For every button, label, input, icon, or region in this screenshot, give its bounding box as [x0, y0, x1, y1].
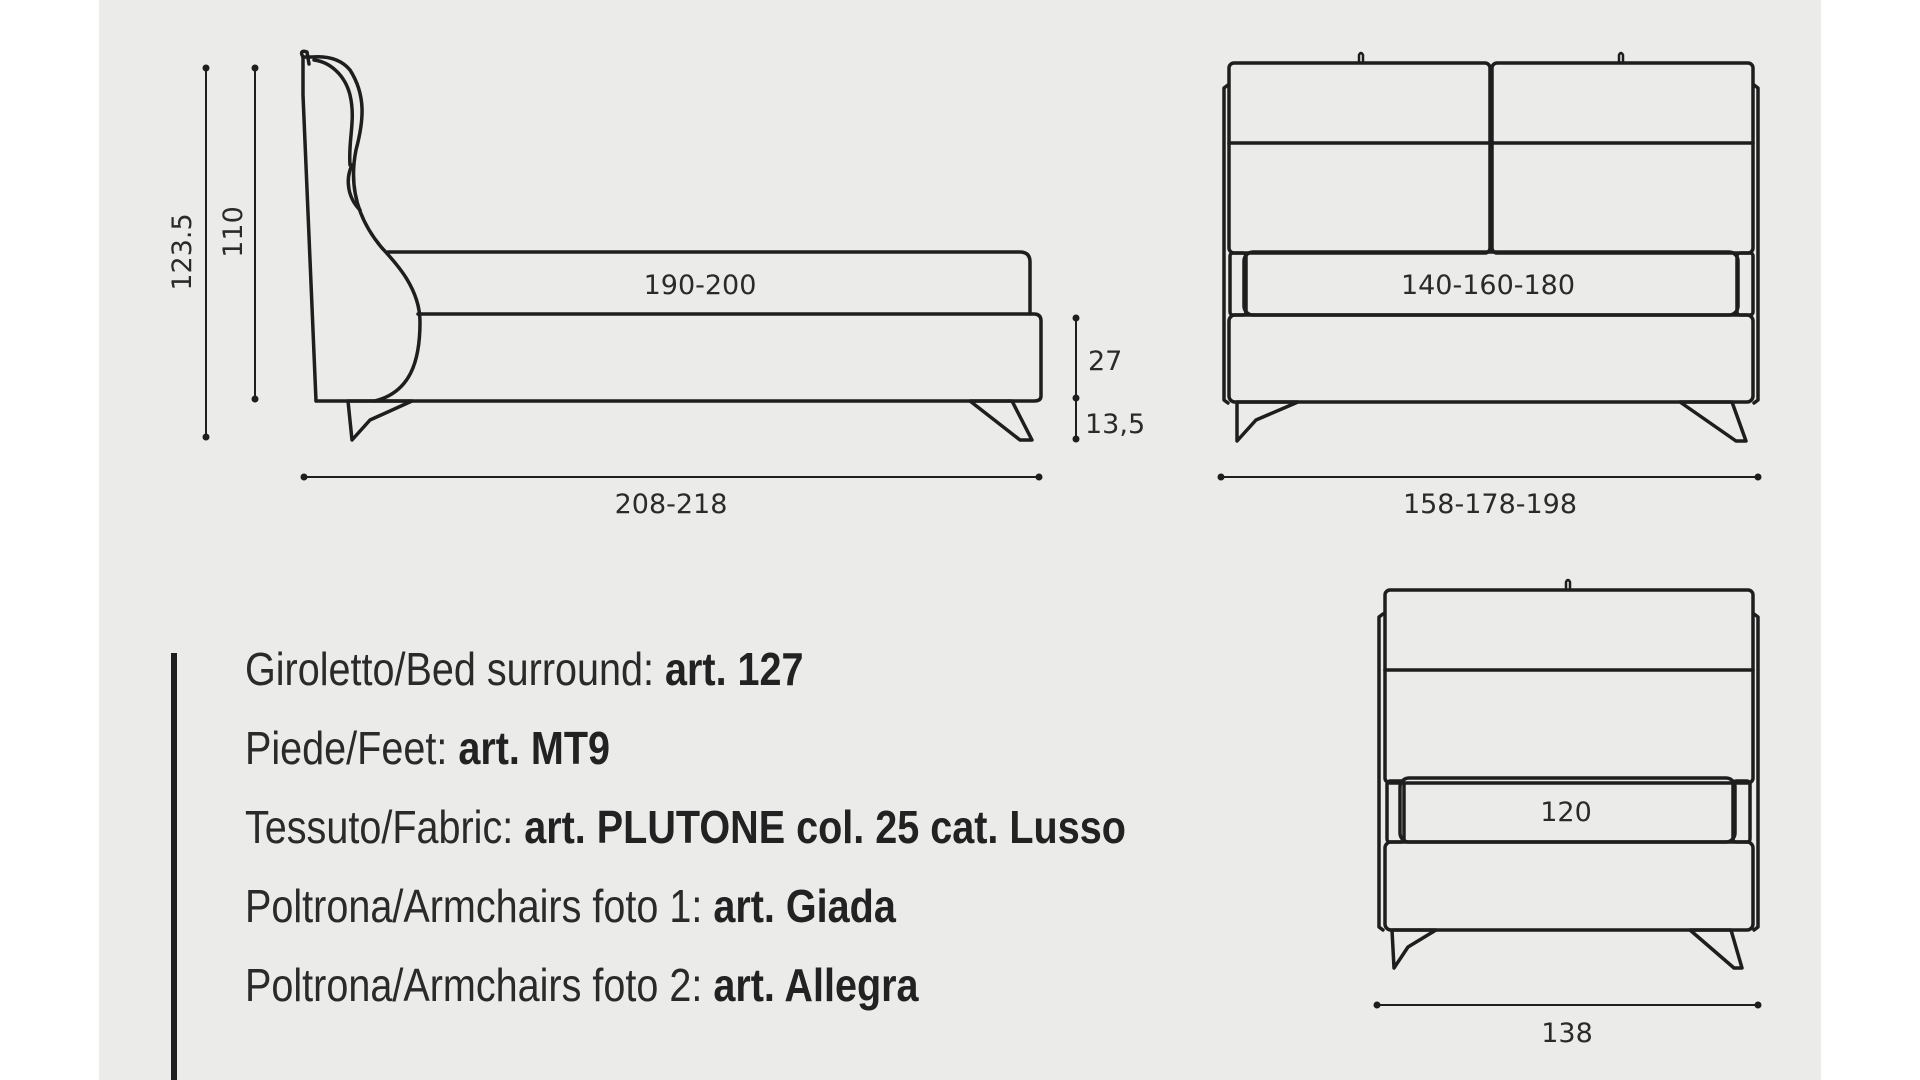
feet-height-dimension-line	[1074, 401, 1079, 442]
spec-label: Tessuto/Fabric:	[245, 801, 525, 853]
single-foot-right	[1690, 930, 1742, 968]
overall-length-label: 208-218	[614, 489, 728, 520]
height-headboard-dimension-line	[253, 66, 258, 402]
single-bed-base	[1385, 842, 1753, 930]
single-overall-width-dimension-line	[1375, 1003, 1761, 1008]
spec-label: Piede/Feet:	[245, 722, 459, 774]
feet-height-label: 13,5	[1085, 409, 1146, 440]
spec-label: Giroletto/Bed surround:	[245, 643, 666, 695]
spec-accent-bar	[171, 653, 177, 1080]
double-headboard-panel-right	[1492, 63, 1753, 253]
spec-label: Poltrona/Armchairs foto 2:	[245, 959, 714, 1011]
double-foot-right	[1680, 402, 1746, 441]
single-rail-left	[1379, 614, 1383, 930]
mattress-length-label: 190-200	[643, 270, 757, 301]
single-mattress-width-label: 120	[1540, 797, 1592, 828]
frame-height-label: 27	[1088, 346, 1123, 377]
spec-value: art. Giada	[713, 880, 896, 932]
single-foot-left	[1392, 930, 1436, 968]
single-headboard-panel	[1385, 590, 1753, 783]
single-overall-width-label: 138	[1541, 1018, 1593, 1049]
side-view	[204, 51, 1079, 479]
height-headboard-label: 110	[218, 206, 249, 258]
height-total-label: 123.5	[167, 213, 198, 291]
double-mattress-width-label: 140-160-180	[1400, 270, 1576, 301]
headboard-inner-curve	[314, 60, 352, 165]
overall-length-dimension-line	[302, 475, 1042, 480]
spec-armchairs-photo-1	[245, 867, 1126, 946]
spec-value: art. PLUTONE col. 25 cat. Lusso	[524, 801, 1126, 853]
spec-label: Poltrona/Armchairs foto 1:	[245, 880, 714, 932]
headboard-outline	[303, 57, 420, 401]
side-foot-right	[970, 401, 1032, 440]
double-overall-width-label: 158-178-198	[1402, 489, 1578, 520]
spec-fabric	[245, 788, 1126, 867]
double-bed-base	[1229, 315, 1753, 402]
double-headboard-panel-left	[1229, 63, 1490, 253]
spec-feet	[245, 709, 1126, 788]
spec-bed-surround	[245, 630, 1126, 709]
side-bed-base	[375, 314, 1041, 401]
double-overall-width-dimension-line	[1219, 475, 1761, 480]
frame-height-dimension-line	[1074, 316, 1079, 401]
front-view-single	[1375, 580, 1761, 1008]
double-foot-left	[1237, 402, 1298, 441]
height-total-dimension-line	[204, 66, 209, 440]
spec-list	[245, 630, 1126, 1025]
spec-armchairs-photo-2	[245, 946, 1126, 1025]
front-view-double	[1219, 53, 1761, 480]
spec-value: art. Allegra	[713, 959, 919, 1011]
spec-value: art. 127	[665, 643, 804, 695]
spec-value: art. MT9	[458, 722, 611, 774]
side-foot-left	[348, 401, 412, 440]
